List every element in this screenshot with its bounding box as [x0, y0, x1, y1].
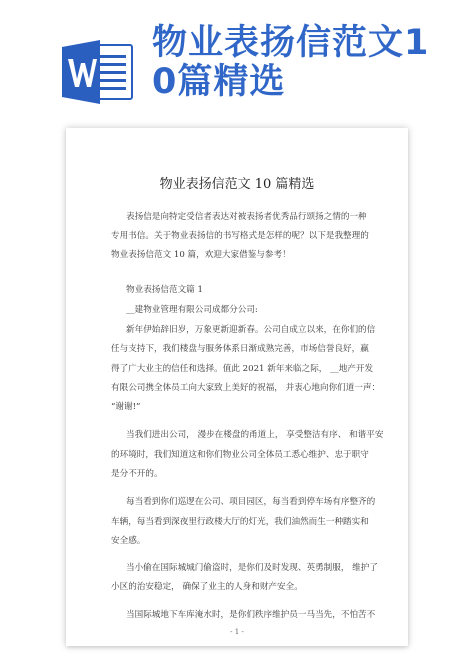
- document-page: [66, 128, 408, 646]
- document-title: 物业表扬信范文 10 篇精选: [159, 177, 315, 192]
- body-line: 有限公司携全体员工向大家致上美好的祝福， 并衷心地向你们道一声：: [111, 383, 381, 393]
- body-line: 当我们进出公司， 漫步在楼盘的甬道上， 享受整洁有序、 和谐平安: [126, 430, 384, 440]
- body-line: 的环境时，我们知道这和你们物业公司全体员工悉心维护、忠于职守: [111, 450, 369, 460]
- salutation: __建物业管理有限公司成都分公司:: [126, 305, 258, 315]
- body-line: 当小偷在国际城城门偷盗时，是你们及时发现、英勇制服， 维护了: [126, 563, 378, 573]
- section-heading: 物业表扬信范文篇 1: [126, 285, 203, 295]
- body-line: 每当看到你们巡逻在公司、项目园区，每当看到停车场有序整齐的: [126, 497, 376, 507]
- body-line: 是分不开的。: [111, 469, 163, 479]
- banner-title: [152, 24, 452, 102]
- word-doc-icon: [60, 37, 134, 107]
- banner-title-line-2: 0篇精选: [152, 62, 286, 102]
- body-line: 新年伊始辞旧岁，万象更新迎新春。公司自成立以来，在你们的信: [126, 325, 376, 335]
- body-line: 任与支持下，我们楼盘与服务体系日渐成熟完善，市场信誉良好，赢: [111, 344, 369, 354]
- intro-line: 表扬信是向特定受信者表达对被表扬者优秀品行颂扬之情的一种: [126, 212, 367, 222]
- body-line: 车辆，每当看到深夜里行政楼大厅的灯光，我们油然而生一种踏实和: [111, 517, 369, 527]
- page-number: - 1 -: [230, 628, 244, 636]
- banner-title-line-1: 物业表扬信范文1: [152, 23, 430, 63]
- intro-line: 专用书信。关于物业表扬信的书写格式是怎样的呢？以下是我整理的: [111, 231, 369, 241]
- body-line: 安全感。: [111, 536, 146, 546]
- body-line: “谢谢!”: [111, 402, 141, 412]
- intro-line: 物业表扬信范文 10 篇，欢迎大家借鉴与参考！: [111, 250, 291, 260]
- body-line: 小区的治安稳定， 确保了业主的人身和财产安全。: [111, 582, 303, 592]
- body-line: 得了广大业主的信任和选择。值此 2021 新年来临之际， __地产开发: [111, 364, 374, 374]
- body-line: 当国际城地下车库淹水时，是你们秩序维护员一马当先，不怕苦不: [126, 610, 376, 620]
